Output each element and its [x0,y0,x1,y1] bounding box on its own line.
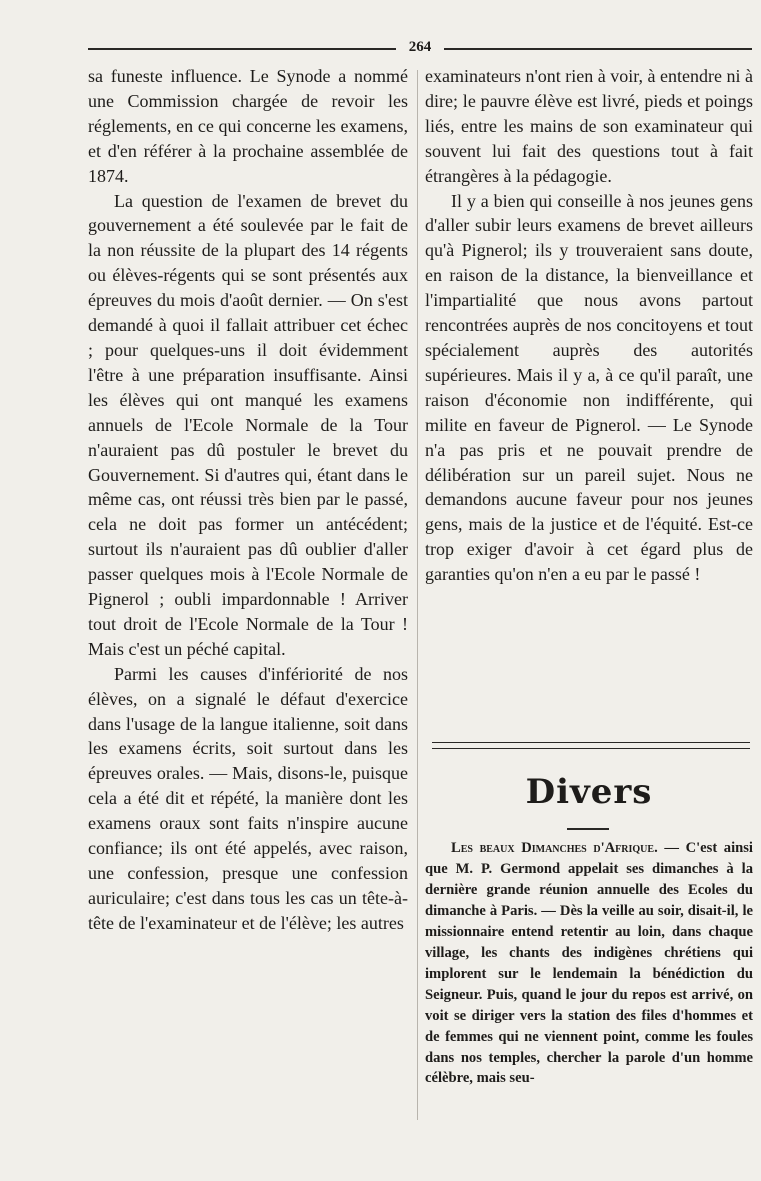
section-title: Divers [525,772,653,812]
header-rule-left [88,48,396,50]
right-column [425,64,753,587]
article-lead: Les beaux Dimanches d'Afrique. [451,840,658,856]
article-paragraph [425,838,753,1089]
header-rule-right [444,48,752,50]
paragraph: Parmi les causes d'infériorité de nos élèves, on a signalé le défaut d'exercice dans l'usage de la langue italienne, soit dans les examens écrits, soit surtout dans les épreuves orales. — Mais, disons-le, puisque cela a été dit et répété, la manière dont les examens oraux sont faits n'inspire aucune confiance; ils ont été appelés, avec raison, une confession, presque une confession auriculaire; c'est dans tous les cas un tête-à-tête de l'examinateur et de l'élève; les autres [88,663,408,933]
article-body: — C'est ainsi que M. P. Germond appelait ses dimanches à la dernière grande réunion annuelle des Ecoles du dimanche à Paris. — Dès la veille au soir, disait-il, le missionnaire entend retentir au loin, dans chaque village, les chants des indigènes chrétiens qui implorent sur le lendemain la bénédiction du Seigneur. Puis, quand le jour du repos est arrivé, on voit se diriger vers la station des files d'hommes et de femmes qui ne viennent point, comme les foules dans nos temples, chercher la parole d'un homme célèbre, mais seu- [425,840,753,1087]
title-rule [567,828,609,830]
section-separator [432,742,750,749]
left-column [88,64,408,936]
column-divider [417,70,418,1120]
page-header [88,36,752,58]
divers-article [425,838,753,1089]
paragraph: sa funeste influence. Le Synode a nommé une Commission chargée de revoir les réglements, en ce qui concerne les examens, et d'en référer à la prochaine assemblée de 1874. [88,66,408,186]
page-number: 264 [408,39,432,55]
paragraph: Il y a bien qui conseille à nos jeunes gens d'aller subir leurs examens de brevet ailleurs qu'à Pignerol; ils y trouveraient sans doute, en raison de la distance, la bienveillance et l'impartialité que nous avons partout rencontrées auprès de nos concitoyens et tout spécialement auprès des autorités supérieures. Mais il y a, à ce qu'il paraît, une raison d'économie non indifférente, qui milite en faveur de Pignerol. — Le Synode n'a pas pris et ne pouvait prendre de délibération sur un pareil sujet. Nous ne demandons aucune faveur pour nos jeunes gens, mais de la justice et de l'équité. Est-ce trop exiger d'avoir à cet égard plus de garanties qu'on n'en a eu par le passé ! [425,190,753,585]
paragraph: La question de l'examen de brevet du gouvernement a été soulevée par le fait de la non réussite de la plupart des 14 régents ou élèves-régents qui se sont présentés aux épreuves du mois d'août dernier. — On s'est demandé à quoi il fallait attribuer cet échec ; pour quelques-uns il doit évidemment l'être à une préparation insuffisante. Ainsi les élèves qui ont manqué les examens annuels de l'Ecole Normale de la Tour n'auraient pas dû postuler le brevet du Gouvernement. Si d'autres qui, étant dans le même cas, ont réussi très bien par le passé, cela ne doit pas former un antécédent; surtout ils n'auraient pas dû oublier d'aller passer quelques mois à l'Ecole Normale de Pignerol ; oubli impardonnable ! Arriver tout droit de l'Ecole Normale de la Tour ! Mais c'est un péché capital. [88,190,408,659]
paragraph: examinateurs n'ont rien à voir, à entendre ni à dire; le pauvre élève est livré, pieds et poings liés, entre les mains de son examinateur qui souvent lui fait des questions tout à fait étrangères à la pédagogie. [425,66,753,186]
